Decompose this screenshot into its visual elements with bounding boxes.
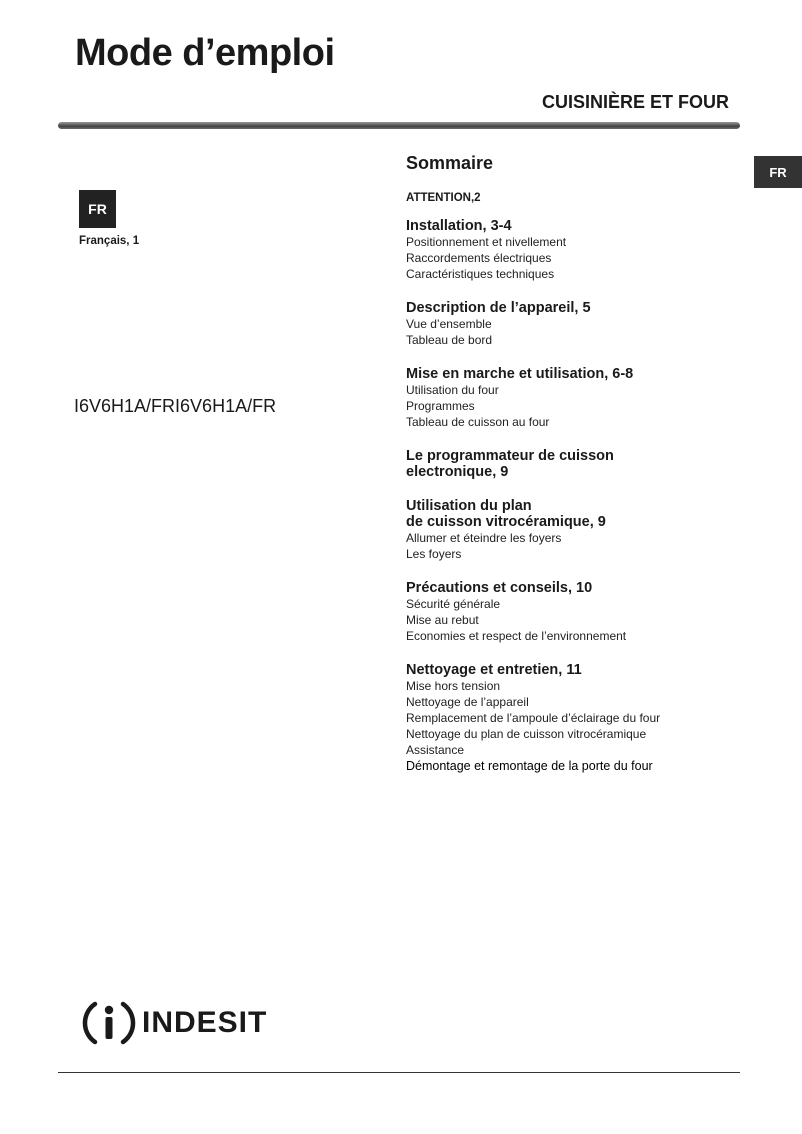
toc-section-heading: Le programmateur de cuisson electronique, 9 xyxy=(406,448,614,480)
product-subtitle: CUISINIÈRE ET FOUR xyxy=(541,92,729,112)
language-badge: FR xyxy=(79,190,116,228)
toc-section-heading: Nettoyage et entretien, 11 xyxy=(406,662,582,678)
toc-section xyxy=(406,366,746,430)
toc-item: Nettoyage du plan de cuisson vitrocéramique xyxy=(406,727,647,741)
language-label: Français, 1 xyxy=(79,235,140,247)
toc-item: Caractéristiques techniques xyxy=(406,267,555,281)
toc-item: Raccordements électriques xyxy=(406,251,552,265)
toc-section-heading: Utilisation du plan de cuisson vitrocéramique, 9 xyxy=(406,498,606,530)
model-number: I6V6H1A/FRI6V6H1A/FR xyxy=(74,396,277,416)
toc-item: Vue d’ensemble xyxy=(406,317,492,331)
toc-item: Economies et respect de l’environnement xyxy=(406,629,627,643)
toc-section xyxy=(406,448,746,480)
toc-section-heading: Mise en marche et utilisation, 6-8 xyxy=(406,366,634,382)
toc-title: Sommaire xyxy=(406,153,494,173)
brand-name: INDESIT xyxy=(142,1006,268,1039)
toc-section xyxy=(406,300,746,348)
toc-item: Les foyers xyxy=(406,547,462,561)
toc-item: Utilisation du four xyxy=(406,383,499,397)
toc-attention: ATTENTION,2 xyxy=(406,192,481,204)
toc-section xyxy=(406,580,746,644)
toc-section-heading: Précautions et conseils, 10 xyxy=(406,580,593,596)
toc-item: Positionnement et nivellement xyxy=(406,235,567,249)
toc-item: Nettoyage de l’appareil xyxy=(406,695,529,709)
toc-item: Sécurité générale xyxy=(406,597,501,611)
toc-item: Programmes xyxy=(406,399,475,413)
toc-item: Allumer et éteindre les foyers xyxy=(406,531,562,545)
toc-item: Remplacement de l’ampoule d’éclairage du four xyxy=(406,711,661,725)
toc-sections xyxy=(406,218,746,774)
toc-item: Mise au rebut xyxy=(406,613,479,627)
top-divider xyxy=(58,122,740,129)
toc-item: Démontage et remontage de la porte du four xyxy=(406,759,653,773)
table-of-contents xyxy=(406,153,746,792)
toc-section-heading: Description de l’appareil, 5 xyxy=(406,300,591,316)
language-edge-tab: FR xyxy=(754,156,802,188)
page-title: Mode d’emploi xyxy=(75,32,335,74)
toc-section xyxy=(406,662,746,774)
toc-item: Tableau de cuisson au four xyxy=(406,415,550,429)
brand-logo xyxy=(82,996,267,1050)
toc-section xyxy=(406,498,746,562)
toc-section xyxy=(406,218,746,282)
bottom-divider xyxy=(58,1072,740,1073)
toc-section-heading: Installation, 3-4 xyxy=(406,218,512,234)
toc-item: Mise hors tension xyxy=(406,679,501,693)
indesit-i-logo-icon xyxy=(82,996,136,1050)
toc-item: Assistance xyxy=(406,743,465,757)
toc-item: Tableau de bord xyxy=(406,333,493,347)
